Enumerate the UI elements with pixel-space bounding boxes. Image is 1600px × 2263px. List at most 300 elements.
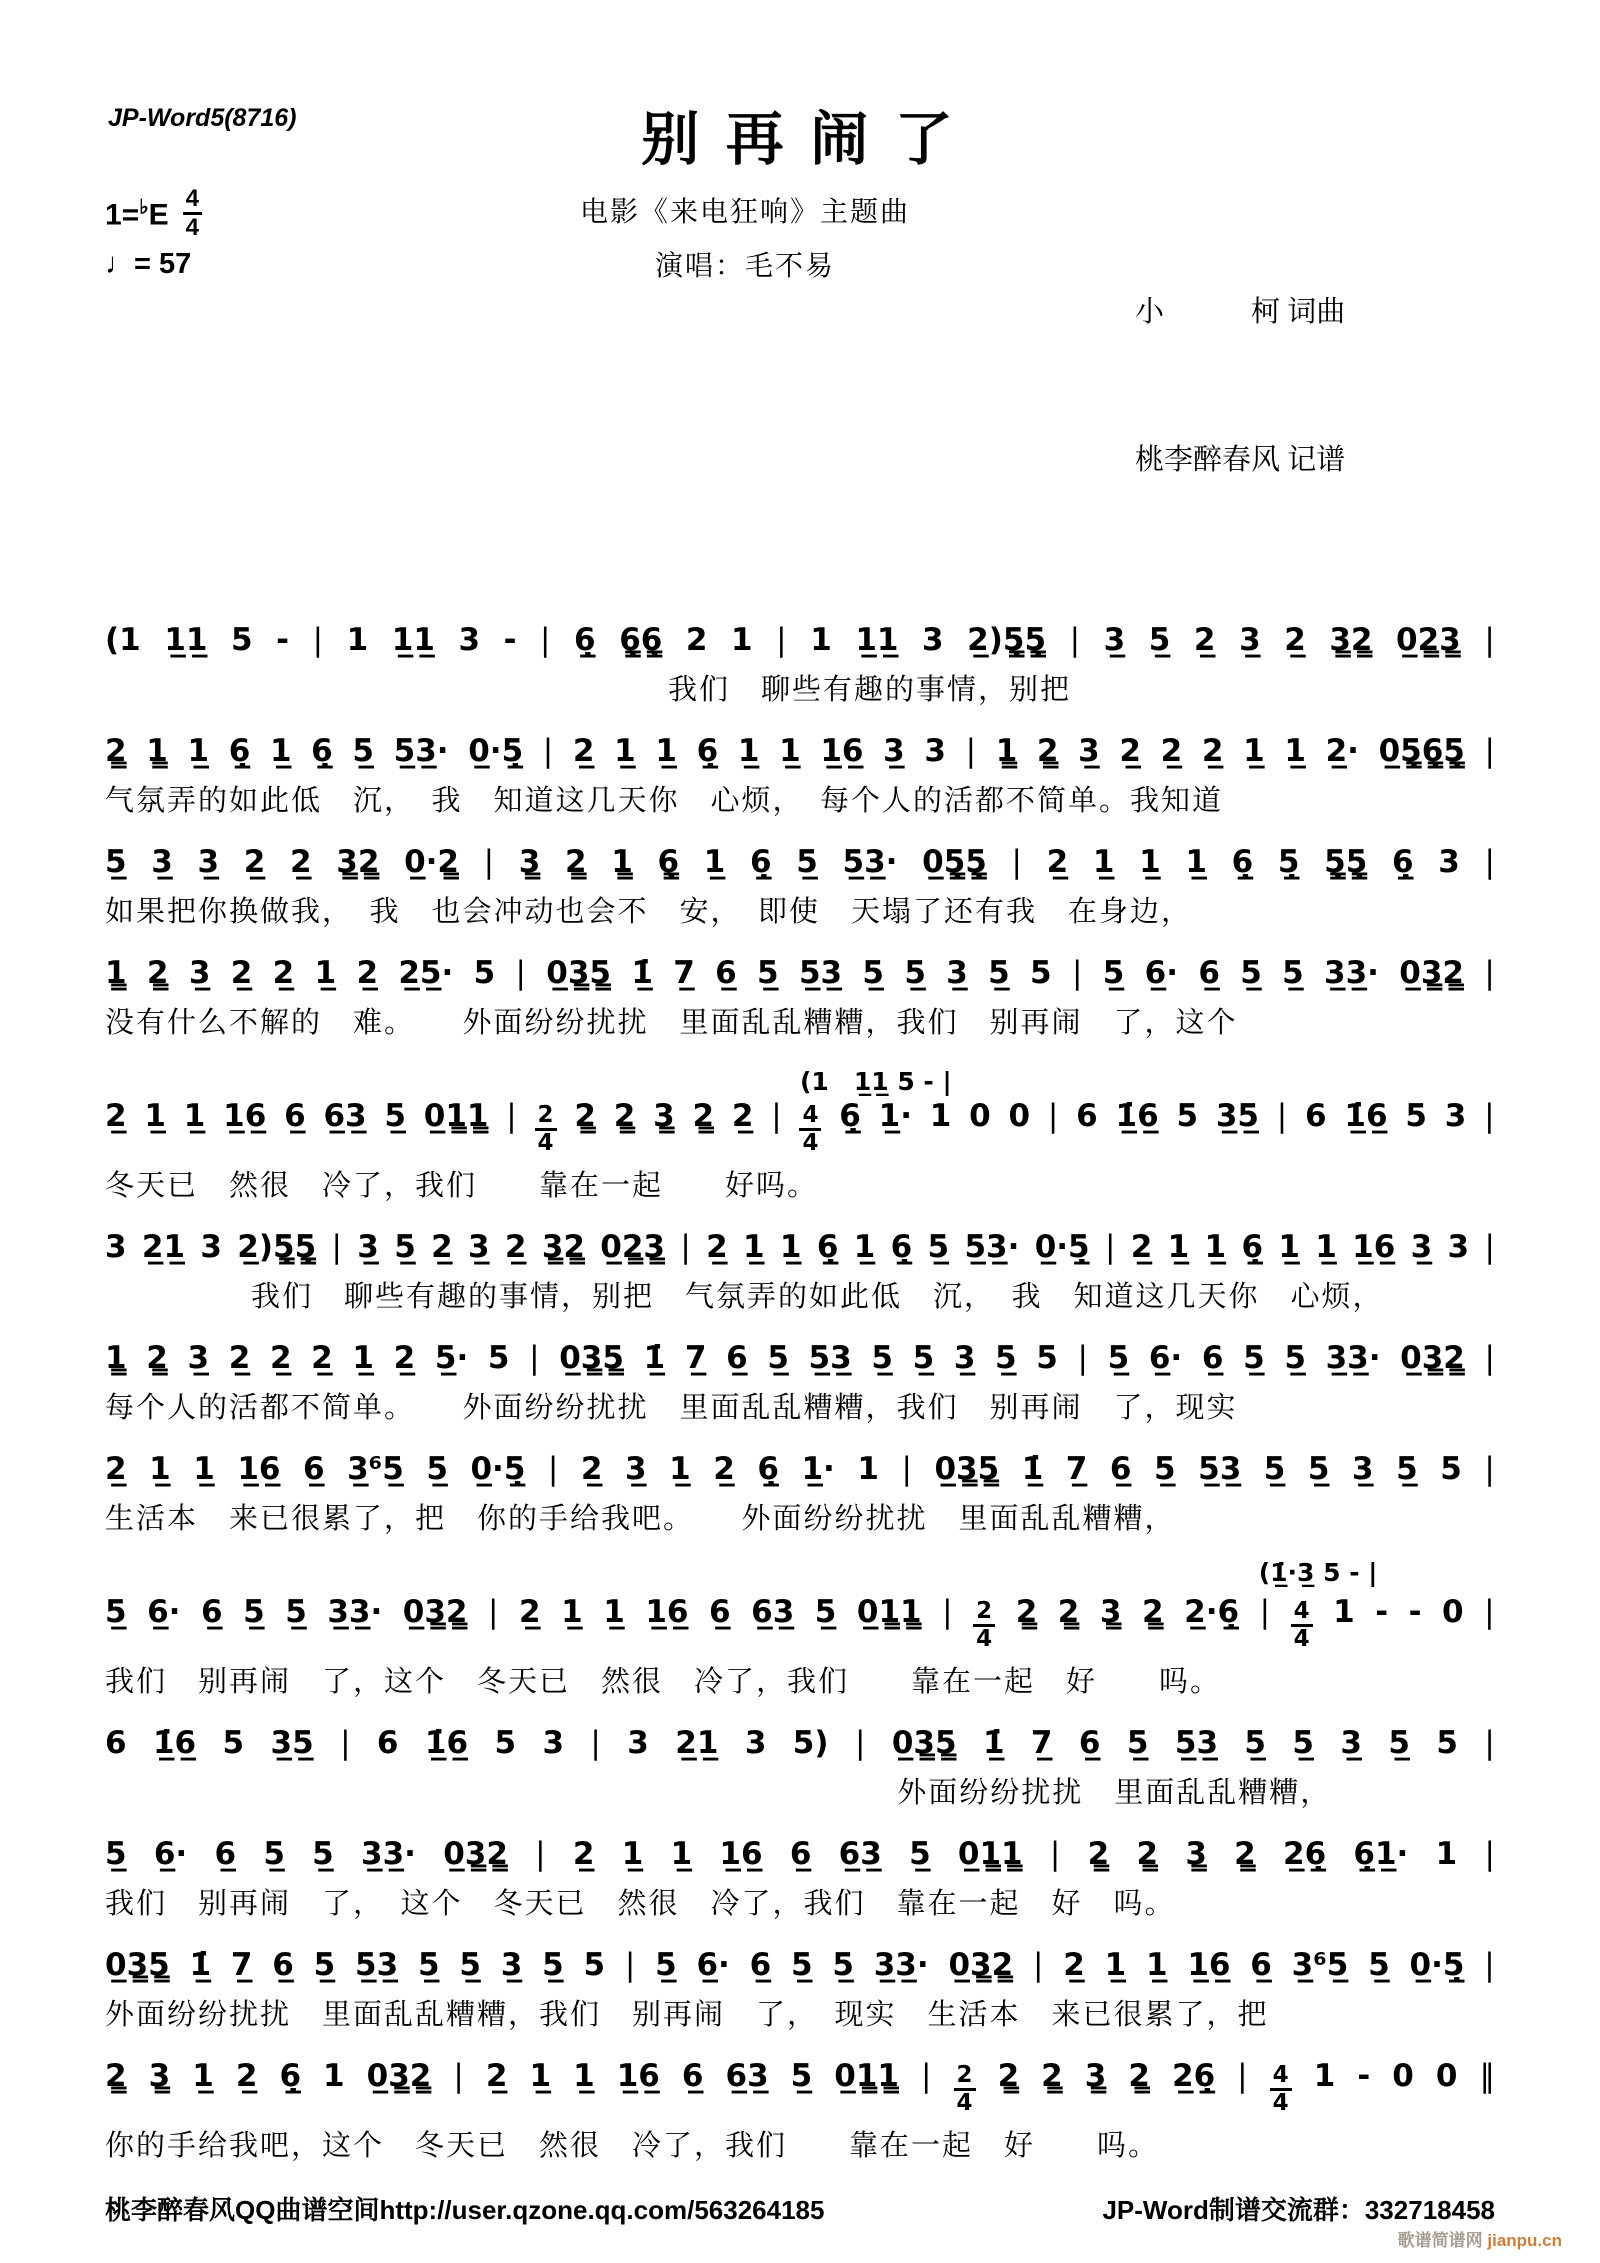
system-12	[105, 1943, 1495, 2033]
note: 3̲	[946, 954, 968, 991]
time-denominator: 4	[956, 2089, 973, 2116]
time-numerator: 2	[954, 2064, 976, 2091]
note: 0̲·5̲̣	[470, 1450, 526, 1487]
note: 3̲	[1239, 622, 1261, 659]
system-4	[105, 951, 1495, 1041]
key-tempo-block	[105, 184, 355, 287]
note: 2̲	[228, 1339, 251, 1376]
note: 0	[969, 1097, 991, 1134]
key-signature	[105, 184, 355, 243]
barline: |	[854, 1724, 866, 1761]
note: 2̲	[105, 1097, 127, 1134]
note: 6̳̣	[657, 844, 680, 881]
note: 7̲	[1065, 1450, 1088, 1487]
note: 1̲6̲	[237, 1450, 281, 1487]
note: 3̲	[1078, 733, 1100, 770]
system-9	[105, 1558, 1495, 1700]
lyrics-line: 外面纷纷扰扰 里面乱乱糟糟，我们 别再闹 了， 现实 生活本 来已很累了，把	[105, 1998, 1269, 2031]
note: 6̲̣	[574, 622, 596, 659]
note: 2̲	[519, 1593, 541, 1630]
note: 1̲̇6̲	[152, 1724, 197, 1761]
time-numerator: 2	[535, 1104, 557, 1131]
note: 5̲	[1240, 954, 1262, 991]
time-numerator: 2	[973, 1600, 995, 1627]
note: 2̲	[272, 954, 295, 991]
barline: |	[515, 954, 526, 991]
note: 6̲	[749, 1946, 772, 1983]
barline: |	[776, 622, 787, 659]
note: 2̲	[485, 2057, 508, 2094]
note: 5	[494, 1724, 517, 1761]
note: 3	[1444, 1097, 1467, 1134]
note: 0̲·5̲̣	[1409, 1946, 1465, 1983]
note: 1̲	[703, 844, 726, 881]
note: 5	[1405, 1097, 1427, 1134]
note: 1̲	[1284, 733, 1306, 770]
barline: |	[488, 1593, 499, 1630]
barline: |	[1484, 954, 1495, 991]
note: 7̲	[230, 1946, 253, 1983]
note: 3̳	[148, 2057, 171, 2094]
note: 6̲·	[153, 1835, 188, 1872]
note: 1̲	[183, 1097, 206, 1134]
note: 0̲1̳1̳	[834, 2057, 899, 2094]
note: 5̲	[871, 1339, 893, 1376]
note: 1̲	[314, 954, 337, 991]
note: 2	[685, 622, 708, 659]
note: 2̳	[1234, 1835, 1256, 1872]
lyrics-line: 我们 聊些有趣的事情，别把 气氛弄的如此低 沉， 我 知道这几天你 心烦，	[250, 1280, 1384, 1313]
note: 1̲̇	[189, 1946, 212, 1983]
transcriber-credit: 桃李醉春风 记谱	[1135, 444, 1346, 477]
barline: |	[771, 1097, 782, 1134]
barline: |	[1259, 1593, 1271, 1630]
song-title: 别 再 闹 了	[641, 107, 959, 172]
notes-line	[105, 1590, 1495, 1655]
note: 1̲6̲	[223, 1097, 267, 1134]
note: 5̲3̲	[1174, 1724, 1219, 1761]
barline: |	[483, 844, 495, 881]
note: 3̳	[653, 1097, 675, 1134]
cue-notes: (1 1̲1̲ 5 - |	[800, 1066, 952, 1096]
note: 3̲3̲·	[1325, 1339, 1381, 1376]
note: 1̲	[669, 1450, 691, 1487]
barline: |	[1484, 1835, 1495, 1872]
note: -	[1375, 1593, 1389, 1630]
note: 1	[810, 622, 832, 659]
note: 2̲	[1284, 622, 1306, 659]
note: 5̲3̲	[798, 954, 843, 991]
note: 5̲3̲·	[964, 1228, 1020, 1265]
note: 5̲	[757, 954, 779, 991]
system-13	[105, 2054, 1495, 2164]
barline: |	[1484, 622, 1495, 659]
note: 5̲	[394, 1228, 416, 1265]
system-10	[105, 1721, 1495, 1811]
note: 5̲	[927, 1228, 950, 1265]
note: 2̲	[731, 1097, 754, 1134]
note: 5̲	[790, 2057, 813, 2094]
note: 1̲̇6̲	[424, 1724, 469, 1761]
note: 0̲1̳1̳	[856, 1593, 922, 1630]
barline: |	[542, 733, 554, 770]
note: 0̲3̳5̳	[546, 954, 611, 991]
time-numerator: 4	[799, 1104, 821, 1131]
time-denominator: 4	[802, 1129, 819, 1156]
barline: |	[680, 1228, 691, 1265]
lyrics-line: 每个人的活都不简单。 外面纷纷扰扰 里面乱乱糟糟，我们 别再闹 了，现实	[105, 1391, 1238, 1424]
note: 2̳	[1057, 1593, 1080, 1630]
note: 3̳2̳	[1329, 622, 1373, 659]
barline: |	[901, 1450, 912, 1487]
note: 1̲̇	[1021, 1450, 1044, 1487]
note: 3̲3̲·	[1324, 954, 1379, 991]
notes-line	[105, 951, 1495, 996]
barline: |	[1484, 1228, 1495, 1265]
note: 1̲6̲	[1187, 1946, 1231, 1983]
note: 6̲	[789, 1835, 812, 1872]
note: 6̲	[1109, 1450, 1132, 1487]
note: 5	[583, 1946, 606, 1983]
barline: |	[624, 1946, 636, 1983]
time-signature	[973, 1597, 995, 1652]
note: 2̳	[1036, 733, 1059, 770]
score-header	[105, 184, 1495, 584]
key-prefix: 1=	[105, 198, 140, 232]
note: 1̲̇	[643, 1339, 666, 1376]
note: 5̲	[1244, 1724, 1266, 1761]
note: 1̲	[621, 1835, 644, 1872]
note: 6̲3̲	[323, 1097, 367, 1134]
note: 5̲	[1284, 1339, 1306, 1376]
note: 1̲	[655, 733, 677, 770]
system-2	[105, 729, 1495, 819]
composer-credit: 小 柯 词曲	[1135, 296, 1346, 329]
note: 0̲3̳2̳	[948, 1946, 1014, 1983]
note: 1	[1435, 1835, 1458, 1872]
note: 6̲̣	[839, 1097, 861, 1134]
key-note: E	[148, 198, 169, 232]
lyrics-line: 气氛弄的如此低 沉， 我 知道这几天你 心烦， 每个人的活都不简单。我知道	[105, 785, 1224, 818]
note: 5̲	[796, 844, 818, 881]
note: 6̲	[214, 1835, 237, 1872]
note: 1̲	[149, 1450, 171, 1487]
note: 6̲	[681, 2057, 704, 2094]
watermark-site-name: 歌谱简谱网	[1397, 2231, 1488, 2250]
time-signature	[1291, 1597, 1313, 1652]
note: 2̳	[105, 733, 127, 770]
note: 3	[458, 622, 481, 659]
system-11	[105, 1832, 1495, 1922]
note: -	[276, 622, 290, 659]
note: 6̲	[1250, 1946, 1272, 1983]
note: 3̲	[187, 1339, 210, 1376]
note: 2̳	[997, 2057, 1020, 2094]
note: 1̲6̲	[645, 1593, 689, 1630]
note: 5̲3̲·	[842, 844, 898, 881]
barline: |	[453, 2057, 464, 2094]
note: 6̲	[1201, 1339, 1224, 1376]
note: 2̳	[1128, 2057, 1150, 2094]
system-5	[105, 1062, 1495, 1204]
note: 2̲	[1160, 733, 1183, 770]
note: 6̲·	[147, 1593, 181, 1630]
note: 5	[1436, 1724, 1458, 1761]
note: 2̳	[105, 2057, 127, 2094]
note: 0̲3̳5̳	[559, 1339, 624, 1376]
note: 1̲	[737, 733, 760, 770]
time-signature	[799, 1101, 821, 1156]
system-7	[105, 1336, 1495, 1426]
note: 2̲	[230, 954, 253, 991]
note: 6̲̣	[890, 1228, 913, 1265]
note: 2̲·	[1325, 733, 1359, 770]
note: 5̲	[988, 954, 1010, 991]
barline: |	[1484, 1946, 1495, 1983]
note: 0	[1442, 1593, 1464, 1630]
note: 5̲	[105, 1835, 127, 1872]
score-body	[105, 618, 1495, 2163]
note: 2̲	[269, 1339, 292, 1376]
note: 5̲	[105, 1593, 127, 1630]
note: 3	[200, 1228, 222, 1265]
note: 2̲	[1130, 1228, 1153, 1265]
note: 1̲	[853, 1228, 876, 1265]
notes-line	[105, 1943, 1495, 1988]
note: 1	[1333, 1593, 1355, 1630]
note: 1̲	[1315, 1228, 1337, 1265]
note: 3̳	[1185, 1835, 1207, 1872]
note: 1	[323, 2057, 345, 2094]
note: 2̳	[1041, 2057, 1063, 2094]
note: 1	[929, 1097, 952, 1134]
system-8	[105, 1447, 1495, 1537]
note: 6	[1076, 1097, 1098, 1134]
note: 3̲	[188, 954, 211, 991]
note: 6̲	[201, 1593, 223, 1630]
note: 5	[1030, 954, 1052, 991]
note: 0	[1392, 2057, 1414, 2094]
note: 1̲	[529, 2057, 552, 2094]
note: 5̲	[285, 1593, 307, 1630]
note: 3	[1438, 844, 1460, 881]
note: 2̳	[692, 1097, 715, 1134]
barline: |	[1104, 1228, 1116, 1265]
time-denominator: 4	[185, 213, 200, 241]
note: 5̲	[655, 1946, 677, 1983]
note: 2̲	[311, 1339, 333, 1376]
note: 1̲·	[801, 1450, 835, 1487]
note: 1̲̇6̲	[1344, 1097, 1388, 1134]
note: 5̲	[459, 1946, 481, 1983]
note: 1̲	[614, 733, 636, 770]
note: 1̲6̲	[616, 2057, 660, 2094]
note: 2̳	[574, 1097, 596, 1134]
note: 3̲	[953, 1339, 976, 1376]
tempo-marking: ♩= 57	[105, 247, 192, 280]
note: 1̲	[193, 1450, 215, 1487]
note: 1	[857, 1450, 879, 1487]
note: 6̲̣	[1241, 1228, 1264, 1265]
note: 2̲1̲	[675, 1724, 719, 1761]
note: 1̲	[144, 1097, 166, 1134]
note: 1̲1̲	[391, 622, 435, 659]
note: 6̲	[709, 1593, 731, 1630]
cue-notes: (1̲̇·3̲ 5 - |	[1258, 1557, 1378, 1587]
system-1	[105, 618, 1495, 708]
barline: |	[529, 1339, 540, 1376]
note: 1̲	[192, 2057, 214, 2094]
lyrics-line: 没有什么不解的 难。 外面纷纷扰扰 里面乱乱糟糟，我们 别再闹 了，这个	[105, 1006, 1238, 1039]
notes-line	[105, 1721, 1495, 1766]
note: 6̲̣	[1231, 844, 1254, 881]
note: 1̲6̲	[719, 1835, 763, 1872]
barline: |	[1484, 1593, 1495, 1630]
note: 5̲	[426, 1450, 448, 1487]
note: 2̲·6̲̣	[1184, 1593, 1240, 1630]
note: 3	[627, 1724, 649, 1761]
note: 7̲	[684, 1339, 707, 1376]
note: 6̲̣	[1391, 844, 1414, 881]
note: 1̲	[1243, 733, 1265, 770]
note: 6̲3̲	[751, 1593, 795, 1630]
system-6	[105, 1225, 1495, 1315]
note: 2̲6̲̣	[1172, 2057, 1216, 2094]
lyrics-line: 我们 聊些有趣的事情，别把	[667, 674, 1071, 707]
note: 3̲3̲·	[327, 1593, 383, 1630]
note: 6	[105, 1724, 127, 1761]
note: 5̲	[814, 1593, 837, 1630]
note: 6̲·	[1144, 954, 1178, 991]
note: 3̲	[1103, 622, 1126, 659]
note: 5̲	[767, 1339, 789, 1376]
note: 1̲	[1167, 1228, 1190, 1265]
note: 1̲	[352, 1339, 374, 1376]
note: 5̲3̲	[808, 1339, 852, 1376]
note: 5̲	[1263, 1450, 1286, 1487]
time-denominator: 4	[976, 1625, 993, 1652]
barline: |	[1484, 1450, 1495, 1487]
note: 2̲	[1193, 622, 1216, 659]
note: 5̲̣	[1277, 844, 1300, 881]
note: 1̲̇	[631, 954, 653, 991]
note: 6̲·	[1148, 1339, 1183, 1376]
generator-watermark: JP-Word5(8716)	[108, 104, 297, 132]
note: 2̲	[243, 844, 266, 881]
note: 6̲̣	[750, 844, 772, 881]
note: 2̲	[1201, 733, 1224, 770]
site-watermark	[1398, 2226, 1562, 2251]
time-denominator: 4	[537, 1129, 554, 1156]
barline: |	[1069, 622, 1081, 659]
note: 5	[1036, 1339, 1058, 1376]
note: 5̲	[384, 1097, 406, 1134]
note: 5̲	[243, 1593, 265, 1630]
note: 5̲	[1148, 622, 1171, 659]
note: 3̳	[1099, 1593, 1122, 1630]
note: 6̲	[272, 1946, 294, 1983]
note: 1	[1313, 2057, 1336, 2094]
note: 2̲	[235, 2057, 258, 2094]
note: 2̲	[1046, 844, 1069, 881]
note: 3	[105, 1228, 127, 1265]
note: 3̲	[1352, 1450, 1374, 1487]
notes-line	[105, 1336, 1495, 1381]
note: 6̲̣1̲·	[1353, 1835, 1409, 1872]
note: 3̲	[500, 1946, 523, 1983]
note: 3	[924, 733, 946, 770]
note: 6̲̣	[816, 1228, 839, 1265]
note: 1̲	[743, 1228, 765, 1265]
credits-block	[1135, 190, 1495, 584]
note: 1̲	[1204, 1228, 1227, 1265]
note: 3̲3̲·	[873, 1946, 929, 1983]
subtitle-block	[355, 190, 1135, 284]
note: 5̳̣5̳̣	[1324, 844, 1368, 881]
note: 2̳	[146, 954, 169, 991]
note: 3̲	[883, 733, 905, 770]
note: 6̲3̲	[838, 1835, 882, 1872]
note: 1̲6̲	[820, 733, 864, 770]
note: 6̲̣	[279, 2057, 302, 2094]
note: 1̳	[611, 844, 633, 881]
note: 1̲·	[878, 1097, 912, 1134]
note: 3̲	[197, 844, 220, 881]
note: 2̲	[580, 1450, 603, 1487]
note: 7̲	[1030, 1724, 1053, 1761]
note: (1	[105, 622, 141, 659]
note: 1	[731, 622, 753, 659]
note: 1̲̇	[982, 1724, 1005, 1761]
flat-accidental-icon: ♭	[139, 196, 149, 219]
barline: |	[540, 622, 551, 659]
notes-line	[105, 840, 1495, 885]
note: 5̲	[1307, 1450, 1330, 1487]
note: 5̲	[832, 1946, 854, 1983]
note: 1̳	[146, 733, 168, 770]
note: 5	[487, 1339, 510, 1376]
note: 1̲	[269, 733, 292, 770]
note: 0̲1̳1̳	[957, 1835, 1023, 1872]
lyrics-line: 我们 别再闹 了， 这个 冬天已 然很 冷了，我们 靠在一起 好 吗。	[105, 1887, 1176, 1920]
footer-left-url: 桃李醉春风QQ曲谱空间http://user.qzone.qq.com/563264185	[105, 2194, 825, 2225]
note: 0̲5̳̣6̳̣5̳̣	[1378, 733, 1465, 770]
note: 6̲̣	[311, 733, 333, 770]
note: 5̲	[1107, 1339, 1130, 1376]
note: 5̲	[995, 1339, 1017, 1376]
note: 1	[346, 622, 369, 659]
note: 5̲3̲	[355, 1946, 399, 1983]
footer-right-group: JP-Word制谱交流群：332718458	[1102, 2194, 1495, 2225]
barline: |	[1276, 1097, 1288, 1134]
note: 3̲	[1410, 1228, 1433, 1265]
note: 3̲⁶5̲	[347, 1450, 404, 1487]
notes-line	[105, 1225, 1495, 1270]
note: 2̳	[1015, 1593, 1038, 1630]
time-denominator: 4	[1293, 1625, 1310, 1652]
note: 5̲3̲·	[393, 733, 449, 770]
note: 5	[473, 954, 496, 991]
barline: |	[965, 733, 977, 770]
barline: |	[1049, 1835, 1061, 1872]
note: 5̲	[542, 1946, 564, 1983]
note: 2̲	[572, 1835, 595, 1872]
note: 5	[1440, 1450, 1462, 1487]
note: 5̲	[313, 1946, 336, 1983]
note: 1̲	[670, 1835, 693, 1872]
note: 2̲	[713, 1450, 735, 1487]
note: 1̲	[1278, 1228, 1300, 1265]
